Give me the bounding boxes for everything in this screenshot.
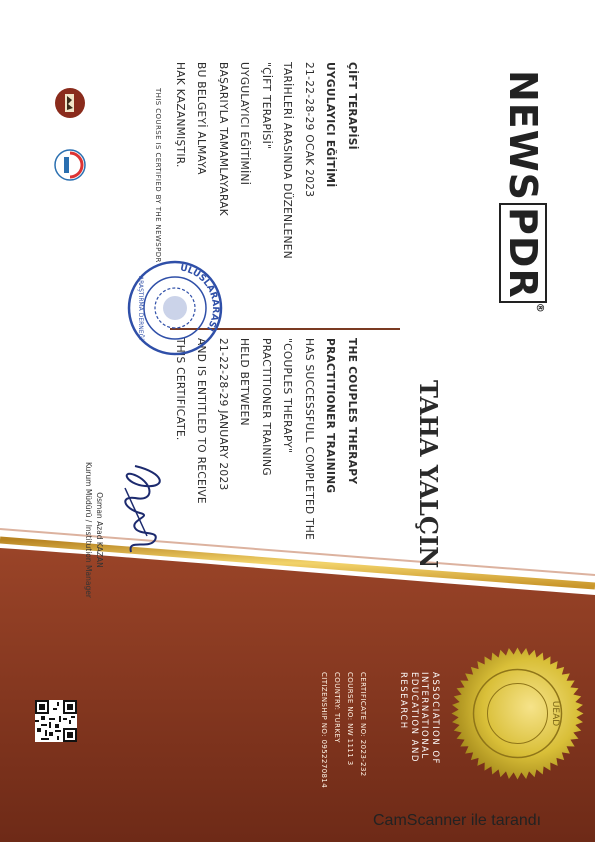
en-line: 21-22-28-29 JANUARY 2023	[217, 338, 229, 491]
svg-text:UEAD: UEAD	[550, 700, 560, 727]
partner-logo-right	[53, 148, 87, 182]
association-stamp	[125, 258, 225, 358]
assoc-line: RESEARCH	[398, 672, 409, 730]
manager-name: Osman Azad KAZAN	[95, 492, 104, 568]
svg-text:ULUSLARARASI: ULUSLARARASI	[179, 263, 221, 333]
detail-certificate-no: CERTIFICATE NO: 2023-232	[359, 672, 367, 777]
en-line: HELD BETWEEN	[238, 338, 251, 426]
certified-note: THIS COURSE IS CERTIFIED BY THE NEWSPDR	[154, 88, 162, 263]
qr-code	[35, 700, 77, 742]
scanner-watermark: CamScanner ile tarandı	[373, 812, 542, 829]
detail-citizenship: CITIZENSHIP NO: 0952270814	[320, 672, 328, 789]
manager-title: Kurum Müdürü / Institution Manager	[84, 462, 93, 598]
manager-signature	[105, 458, 175, 558]
tr-line: ÇİFT TERAPİSİ	[346, 62, 358, 150]
english-text-block	[169, 338, 363, 540]
assoc-line: INTERNATIONAL	[419, 672, 430, 760]
en-line: "COUPLES THERAPY"	[281, 338, 294, 454]
tr-line: BU BELGEYİ ALMAYA	[195, 62, 208, 175]
newspdr-logo: NEWSPDR®	[501, 70, 545, 314]
detail-country: COUNTRY: TURKEY	[333, 672, 341, 743]
detail-course-no: COURSE NO: NW 1111 3	[346, 672, 354, 766]
assoc-line: EDUCATION AND	[409, 672, 419, 763]
tr-line: TARİHLERİ ARASINDA DÜZENLENEN	[281, 62, 294, 260]
en-line: PRACTITIONER TRAINING	[260, 338, 272, 476]
association-title	[398, 672, 440, 765]
en-line: HAS SUCCESSFULL COMPLETED THE	[303, 338, 315, 541]
tr-line: HAK KAZANMIŞTIR.	[174, 62, 186, 168]
en-line: PRACTITIONER TRAINING	[324, 338, 337, 494]
certificate-details	[317, 672, 369, 788]
en-line: AND IS ENTITLED TO RECEIVE	[195, 338, 208, 504]
partner-logo-left	[53, 86, 87, 120]
tr-line: 21-22-28-29 OCAK 2023	[303, 62, 315, 198]
svg-text:ARAŞTIRMA DERNEĞİ: ARAŞTIRMA DERNEĞİ	[137, 275, 144, 341]
en-line: THE COUPLES THERAPY	[346, 338, 358, 485]
tr-line: UYGULAYICI EĞİTİMİ	[324, 62, 337, 188]
tr-line: BAŞARIYLA TAMAMLAYARAK	[217, 62, 229, 217]
assoc-line: ASSOCIATION OF	[430, 672, 440, 765]
en-line: THIS CERTIFICATE.	[174, 338, 186, 441]
tr-line: "ÇİFT TERAPİSİ"	[260, 62, 272, 150]
turkish-text-block	[169, 62, 363, 259]
tr-line: UYGULAYICI EĞİTİMİNİ	[238, 62, 251, 186]
manager-caption	[83, 462, 105, 598]
recipient-name: TAHA YALÇIN	[414, 380, 443, 569]
gold-seal	[450, 646, 585, 781]
